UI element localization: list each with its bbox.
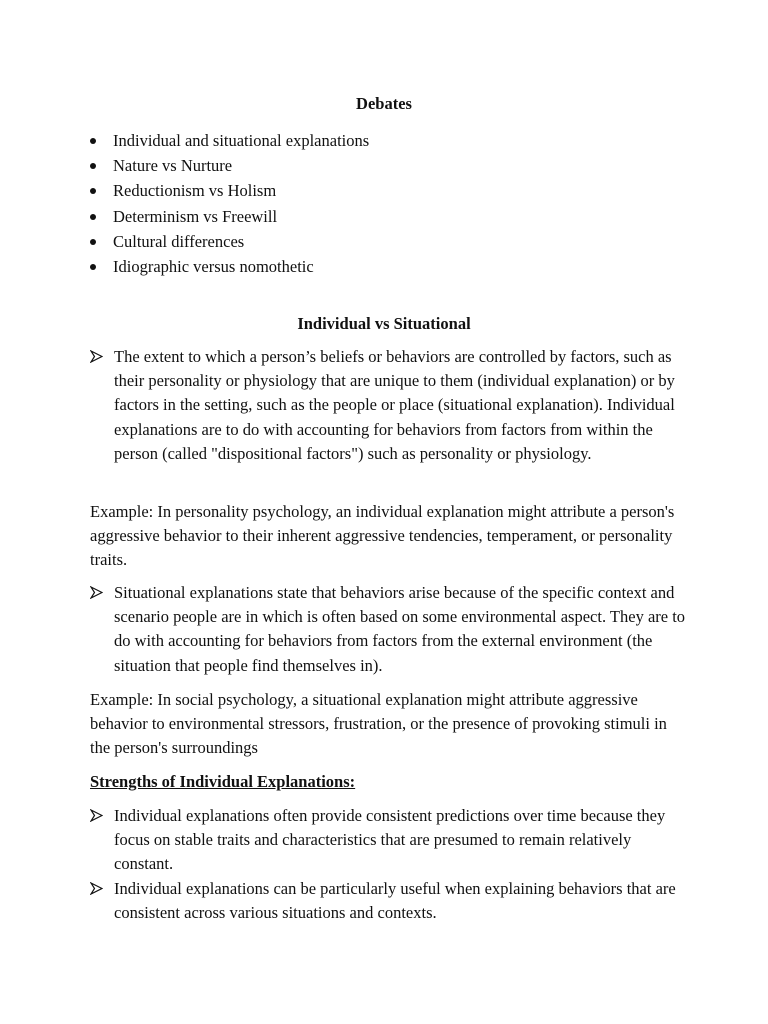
point-text: Situational explanations state that behaviors arise because of the specific context and scenario people are in which is often based on some environmental aspect. They are to do with accounting for behaviors from factors from the external environment (the situation that people find themselves in).	[114, 583, 686, 675]
arrow-point-strength-useful	[88, 877, 688, 925]
arrow-bullet-icon	[90, 586, 103, 599]
debates-list-item: Cultural differences	[88, 229, 369, 254]
debates-list-item: Reductionism vs Holism	[88, 178, 369, 203]
heading-strengths: Strengths of Individual Explanations:	[90, 772, 356, 791]
heading-individual-vs-situational: Individual vs Situational	[297, 314, 471, 333]
arrow-bullet-icon	[90, 882, 103, 895]
point-text: Individual explanations often provide consistent predictions over time because they focus on stable traits and characteristics that are presumed to remain relatively constant.	[114, 806, 666, 874]
debates-list	[88, 128, 369, 279]
debates-list-item: Determinism vs Freewill	[88, 204, 369, 229]
point-text: The extent to which a person’s beliefs or behaviors are controlled by factors, such as their personality or physiology that are unique to them (individual explanation) or by factors in the setting, such as the people or place (situational explanation). Individual explanations are to do with accounting for behaviors from factors from within the person (called "dispositional factors") such as personality or physiology.	[114, 347, 675, 463]
arrow-point-situational	[88, 581, 688, 678]
arrow-bullet-icon	[90, 350, 103, 363]
point-text: Individual explanations can be particularly useful when explaining behaviors that are consistent across various situations and contexts.	[114, 879, 676, 923]
debates-list-item: Idiographic versus nomothetic	[88, 254, 369, 279]
debates-list-item: Nature vs Nurture	[88, 153, 369, 178]
heading-debates: Debates	[356, 94, 412, 113]
arrow-bullet-icon	[90, 809, 103, 822]
arrow-point-individual-situational	[88, 345, 688, 466]
example-individual: Example: In personality psychology, an individual explanation might attribute a person's aggressive behavior to their inherent aggressive tendencies, temperament, or personality traits.	[90, 502, 675, 570]
arrow-point-strength-consistent	[88, 804, 688, 877]
example-situational: Example: In social psychology, a situational explanation might attribute aggressive behavior to environmental stressors, frustration, or the presence of provoking stimuli in the person's surroundings	[90, 690, 667, 758]
debates-list-item: Individual and situational explanations	[88, 128, 369, 153]
